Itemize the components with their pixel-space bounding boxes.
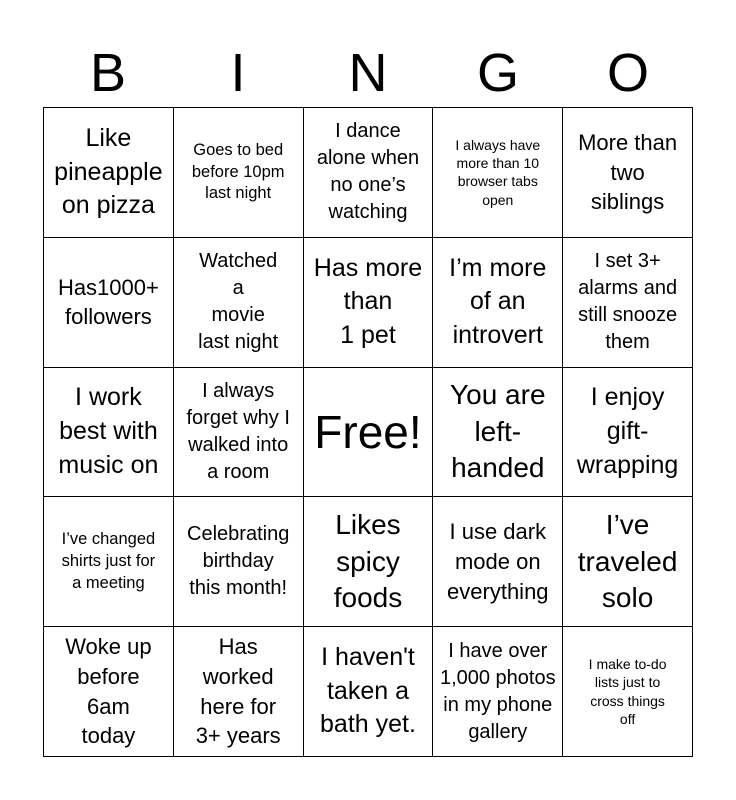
header-letter-g: G <box>476 43 519 103</box>
cell-text: Likes spicy foods <box>333 509 403 613</box>
cell-text: I set 3+ alarms and still snooze them <box>578 250 678 354</box>
bingo-cell-r2c2[interactable] <box>174 238 304 368</box>
bingo-cell-r4c3[interactable] <box>304 497 434 627</box>
cell-text: I always forget why I walked into a room <box>186 379 290 483</box>
header-letter-n: N <box>348 43 388 103</box>
cell-text: Has1000+ followers <box>57 274 159 330</box>
bingo-cell-r4c5[interactable] <box>563 497 693 627</box>
header-letter-o: O <box>606 43 649 103</box>
cell-text: I enjoy gift- wrapping <box>576 383 679 479</box>
cell-text: More than two siblings <box>578 129 678 215</box>
header-letter-i: I <box>230 43 246 103</box>
cell-text: I make to-do lists just to cross things off <box>588 656 667 727</box>
bingo-cell-r3c4[interactable] <box>433 368 563 498</box>
bingo-header <box>43 40 693 106</box>
cell-text: I work best with music on <box>58 383 159 479</box>
cell-text: I dance alone when no one’s watching <box>316 120 420 224</box>
cell-text: I always have more than 10 browser tabs open <box>455 137 541 208</box>
cell-text: You are left- handed <box>450 379 546 484</box>
bingo-cell-r1c2[interactable] <box>174 108 304 238</box>
bingo-cell-r2c3[interactable] <box>304 238 434 368</box>
cell-text: Has worked here for 3+ years <box>195 634 281 749</box>
bingo-cell-r3c2[interactable] <box>174 368 304 498</box>
cell-text: Watched a movie last night <box>198 250 279 354</box>
bingo-cell-r1c1[interactable] <box>44 108 174 238</box>
bingo-cell-r4c2[interactable] <box>174 497 304 627</box>
bingo-cell-r3c5[interactable] <box>563 368 693 498</box>
bingo-cell-r4c1[interactable] <box>44 497 174 627</box>
bingo-cell-r5c2[interactable] <box>174 627 304 757</box>
bingo-cell-r1c3[interactable] <box>304 108 434 238</box>
bingo-board <box>43 107 693 757</box>
bingo-cell-r3c1[interactable] <box>44 368 174 498</box>
cell-text: I’ve traveled solo <box>577 509 678 613</box>
cell-text: I’m more of an introvert <box>449 253 547 350</box>
cell-text: Woke up before 6am today <box>65 634 152 749</box>
cell-text: Goes to bed before 10pm last night <box>191 140 285 203</box>
bingo-cell-r1c5[interactable] <box>563 108 693 238</box>
bingo-cell-r2c4[interactable] <box>433 238 563 368</box>
cell-text: Free! <box>314 405 422 458</box>
cell-text: Like pineapple on pizza <box>54 123 163 220</box>
cell-text: Has more than 1 pet <box>313 253 423 350</box>
bingo-cell-r5c1[interactable] <box>44 627 174 757</box>
cell-text: I use dark mode on everything <box>447 519 549 604</box>
cell-text: Celebrating birthday this month! <box>187 523 290 600</box>
cell-text: I’ve changed shirts just for a meeting <box>61 530 156 592</box>
bingo-cell-r2c5[interactable] <box>563 238 693 368</box>
bingo-cell-r2c1[interactable] <box>44 238 174 368</box>
cell-text: I have over 1,000 photos in my phone gallery <box>439 639 556 743</box>
bingo-cell-free[interactable] <box>304 368 434 498</box>
bingo-cell-r5c5[interactable] <box>563 627 693 757</box>
cell-text: I haven't taken a bath yet. <box>320 642 416 739</box>
bingo-cell-r4c4[interactable] <box>433 497 563 627</box>
header-letter-b: B <box>89 43 127 103</box>
bingo-cell-r5c4[interactable] <box>433 627 563 757</box>
bingo-cell-r5c3[interactable] <box>304 627 434 757</box>
bingo-cell-r1c4[interactable] <box>433 108 563 238</box>
